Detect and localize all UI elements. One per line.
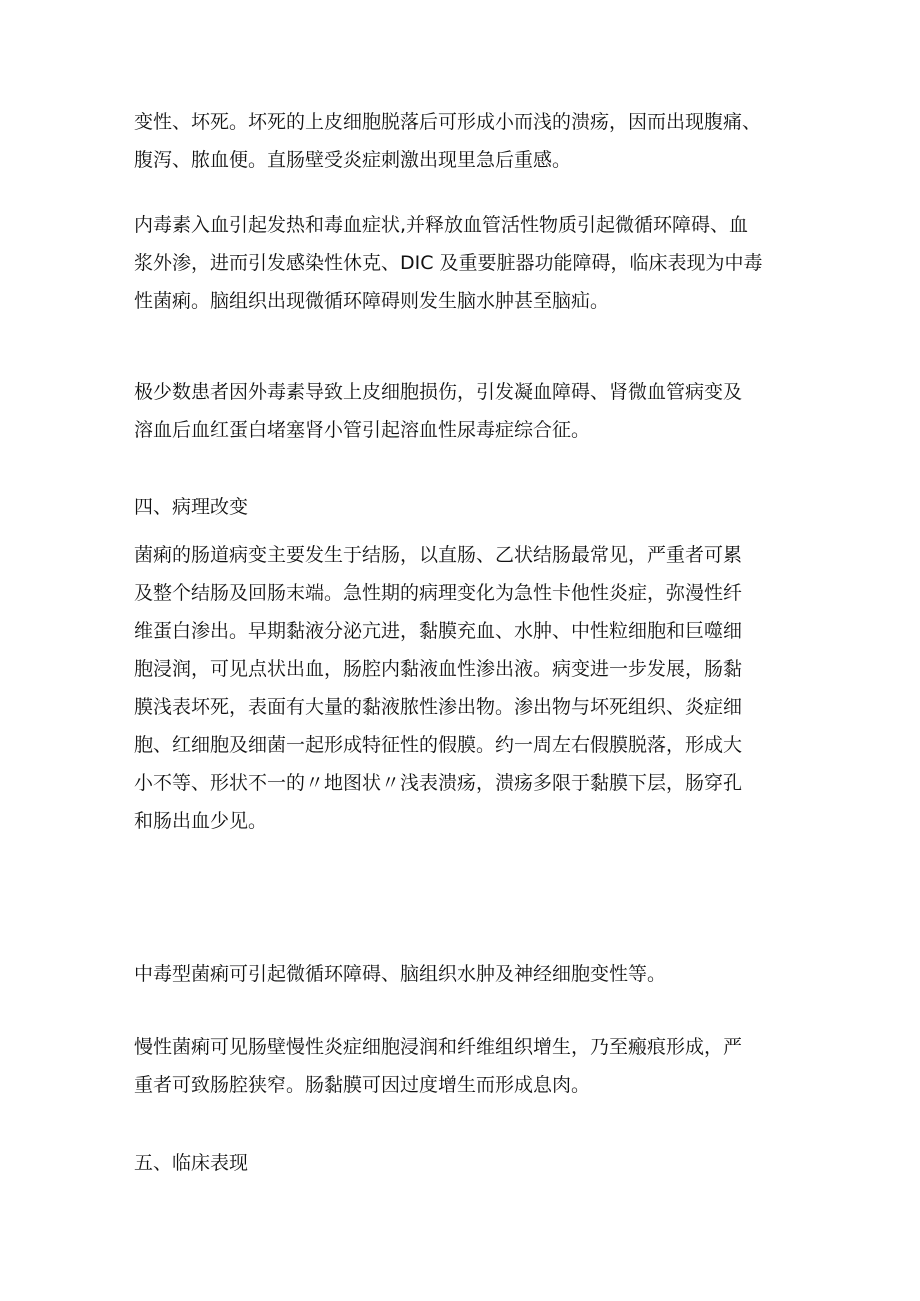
section-heading-pathology xyxy=(134,488,824,526)
heading-text: 四、病理改变 xyxy=(134,496,249,518)
text-line: 中毒型菌痢可引起微循环障碍、脑组织水肿及神经细胞变性等。 xyxy=(134,963,667,985)
text-line: 菌痢的肠道病变主要发生于结肠，以直肠、乙状结肠最常见，严重者可累 xyxy=(134,544,743,566)
text-line: 和肠出血少见。 xyxy=(134,810,268,832)
text-line: 及整个结肠及回肠末端。急性期的病理变化为急性卡他性炎症，弥漫性纤 xyxy=(134,582,743,604)
text-line: 维蛋白渗出。早期黏液分泌亢进，黏膜充血、水肿、中性粒细胞和巨噬细 xyxy=(134,620,743,642)
section-heading-clinical xyxy=(134,1144,824,1182)
text-line: 小不等、形状不一的〃地图状〃浅表溃疡，溃疡多限于黏膜下层，肠穿孔 xyxy=(134,772,743,794)
text-line: 浆外渗，进而引发感染性休克、DIC 及重要脏器功能障碍，临床表现为中毒 xyxy=(134,252,763,274)
paragraph-chronic xyxy=(134,1028,824,1104)
paragraph-toxic-type xyxy=(134,955,824,993)
text-line: 重者可致肠腔狭窄。肠黏膜可因过度增生而形成息肉。 xyxy=(134,1074,591,1096)
text-line: 性菌痢。脑组织出现微循环障碍则发生脑水肿甚至脑疝。 xyxy=(134,290,610,312)
paragraph-ulcer-formation xyxy=(134,103,824,179)
text-line: 内毒素入血引起发热和毒血症状,并释放血管活性物质引起微循环障碍、血 xyxy=(134,214,749,236)
text-line: 膜浅表坏死，表面有大量的黏液脓性渗出物。渗出物与坏死组织、炎症细 xyxy=(134,696,743,718)
text-line: 胞浸润，可见点状出血，肠腔内黏液血性渗出液。病变进一步发展，肠黏 xyxy=(134,658,743,680)
heading-text: 五、临床表现 xyxy=(134,1152,249,1174)
text-line: 胞、红细胞及细菌一起形成特征性的假膜。约一周左右假膜脱落，形成大 xyxy=(134,734,743,756)
text-line: 溶血后血红蛋白堵塞肾小管引起溶血性尿毒症综合征。 xyxy=(134,419,591,441)
text-line: 变性、坏死。坏死的上皮细胞脱落后可形成小而浅的溃疡，因而出现腹痛、 xyxy=(134,111,762,133)
paragraph-endotoxin xyxy=(134,206,824,320)
text-line: 极少数患者因外毒素导致上皮细胞损伤，引发凝血障碍、肾微血管病变及 xyxy=(134,381,743,403)
paragraph-pathology xyxy=(134,536,824,840)
text-line: 腹泻、脓血便。直肠壁受炎症刺激出现里急后重感。 xyxy=(134,149,572,171)
paragraph-exotoxin xyxy=(134,373,824,449)
text-line: 慢性菌痢可见肠壁慢性炎症细胞浸润和纤维组织增生，乃至瘢痕形成，严 xyxy=(134,1036,743,1058)
